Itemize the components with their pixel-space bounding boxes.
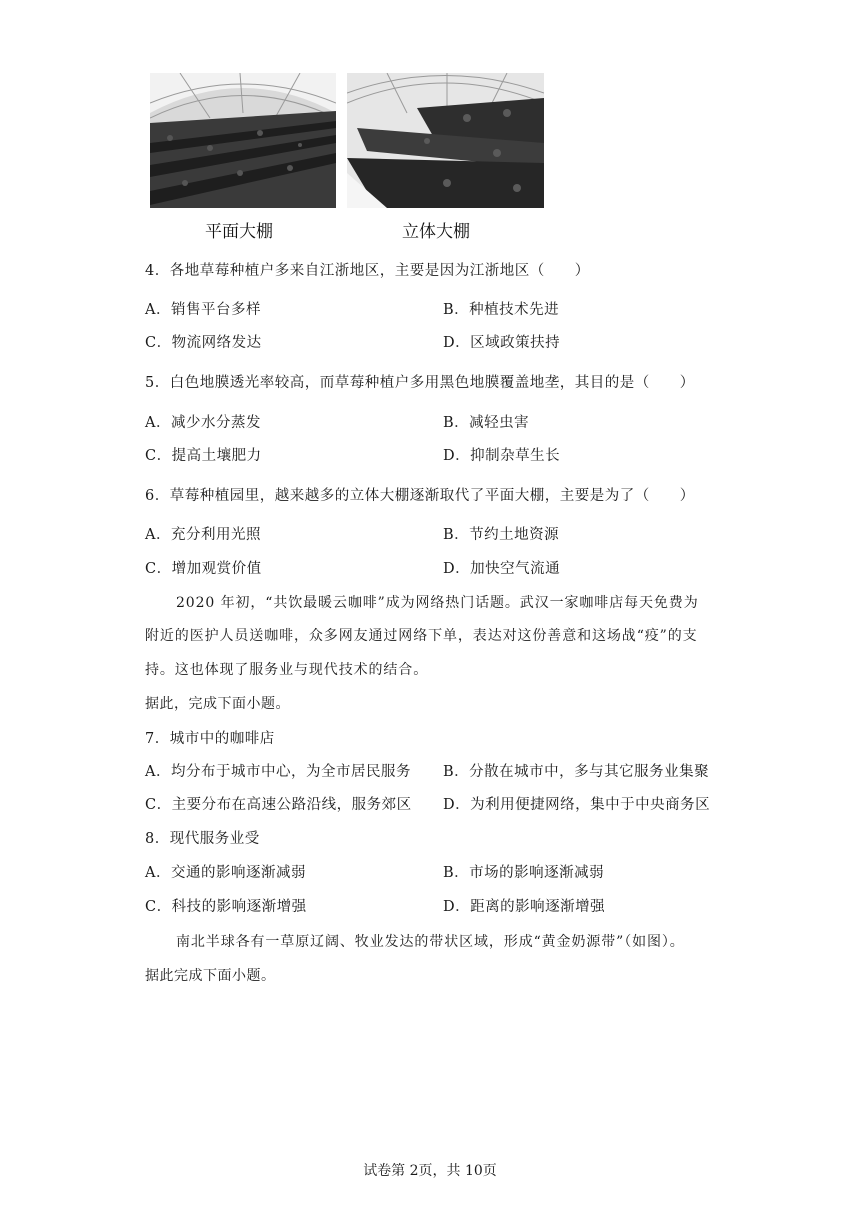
- question-5-option-d: D．抑制杂草生长: [443, 448, 561, 464]
- question-5-option-a: A．减少水分蒸发: [145, 415, 261, 431]
- question-7-option-c: C．主要分布在高速公路沿线，服务郊区: [145, 797, 412, 813]
- question-7-option-d: D．为利用便捷网络，集中于中央商务区: [443, 797, 711, 813]
- passage-2-line-2: 据此完成下面小题。: [145, 968, 276, 984]
- vertical-greenhouse-photo: [347, 73, 544, 208]
- question-4-option-a: A．销售平台多样: [145, 302, 261, 318]
- question-8-option-c: C．科技的影响逐渐增强: [145, 899, 307, 915]
- question-5-stem: 5．白色地膜透光率较高，而草莓种植户多用黑色地膜覆盖地垄，其目的是（ ）: [145, 375, 695, 391]
- question-6-option-b: B．节约土地资源: [443, 527, 560, 543]
- flat-greenhouse-photo: [150, 73, 336, 208]
- question-8-option-d: D．距离的影响逐渐增强: [443, 899, 606, 915]
- question-8-option-b: B．市场的影响逐渐减弱: [443, 865, 605, 881]
- passage-1-line-4: 据此，完成下面小题。: [145, 696, 290, 712]
- question-7-stem: 7．城市中的咖啡店: [145, 731, 275, 747]
- question-7-option-b: B．分散在城市中，多与其它服务业集聚: [443, 764, 710, 780]
- vertical-greenhouse-caption: 立体大棚: [402, 222, 470, 242]
- passage-1-line-3: 持。这也体现了服务业与现代技术的结合。: [145, 662, 429, 678]
- passage-1-line-2: 附近的医护人员送咖啡，众多网友通过网络下单，表达对这份善意和这场战“疫”的支: [145, 628, 698, 644]
- passage-1-line-1: 2020 年初，“共饮最暖云咖啡”成为网络热门话题。武汉一家咖啡店每天免费为: [176, 595, 699, 611]
- question-5-option-b: B．减轻虫害: [443, 415, 530, 431]
- question-6-option-c: C．增加观赏价值: [145, 561, 262, 577]
- question-5-option-c: C．提高土壤肥力: [145, 448, 262, 464]
- question-6-option-d: D．加快空气流通: [443, 561, 561, 577]
- question-4-option-c: C．物流网络发达: [145, 335, 262, 351]
- question-4-option-d: D．区域政策扶持: [443, 335, 561, 351]
- flat-greenhouse-caption: 平面大棚: [205, 222, 273, 242]
- question-6-stem: 6．草莓种植园里，越来越多的立体大棚逐渐取代了平面大棚，主要是为了（ ）: [145, 488, 695, 504]
- page-footer: 试卷第 2页，共 10页: [363, 1163, 497, 1179]
- question-6-option-a: A．充分利用光照: [145, 527, 261, 543]
- question-8-stem: 8．现代服务业受: [145, 831, 260, 847]
- question-4-stem: 4．各地草莓种植户多来自江浙地区，主要是因为江浙地区（ ）: [145, 263, 590, 279]
- question-7-option-a: A．均分布于城市中心，为全市居民服务: [145, 764, 411, 780]
- question-4-option-b: B．种植技术先进: [443, 302, 560, 318]
- question-8-option-a: A．交通的影响逐渐减弱: [145, 865, 306, 881]
- passage-2-line-1: 南北半球各有一草原辽阔、牧业发达的带状区域，形成“黄金奶源带”（如图）。: [176, 934, 685, 950]
